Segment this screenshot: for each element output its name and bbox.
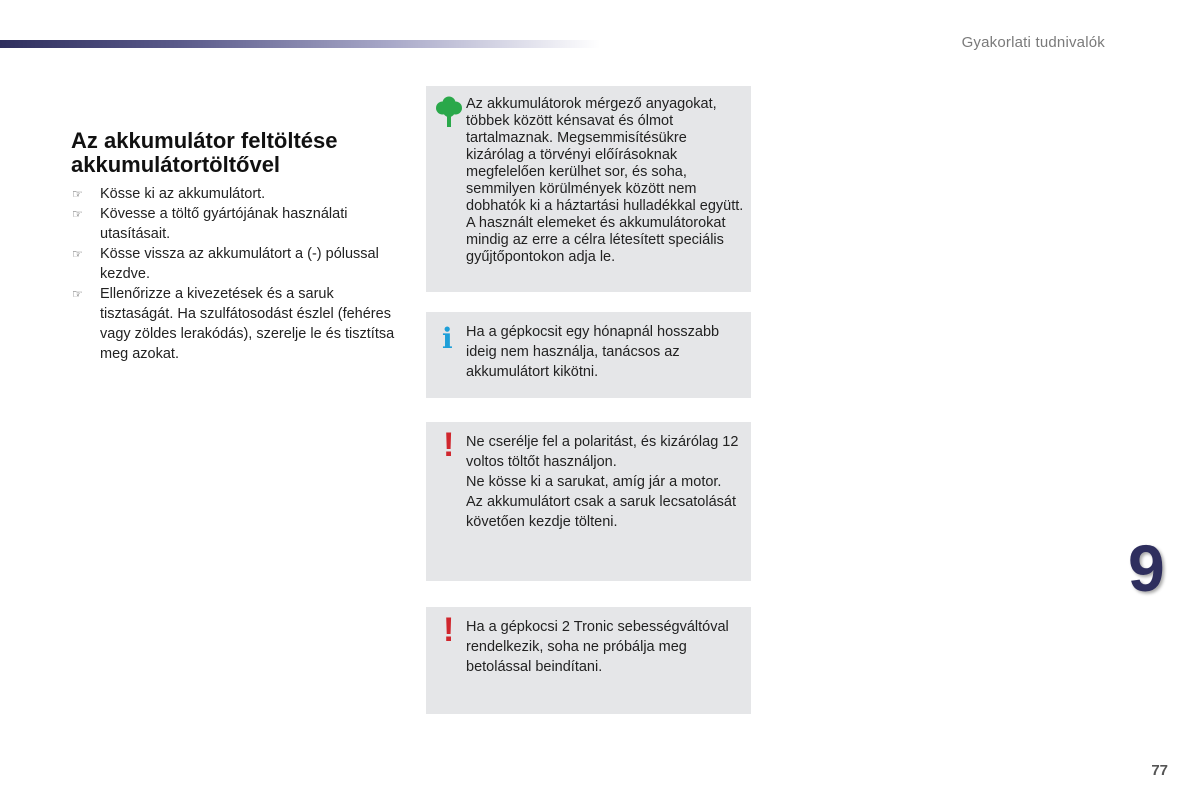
list-item — [72, 184, 402, 204]
list-item — [72, 244, 402, 284]
steps-list — [72, 184, 402, 364]
list-item — [72, 204, 402, 244]
step-text: Kösse vissza az akkumulátort a (-) pólussal kezdve. — [100, 246, 379, 282]
tree-icon — [436, 96, 462, 128]
warning-note-text: Ne cserélje fel a polaritást, és kizárólag 12 voltos töltőt használjon. — [466, 434, 739, 470]
pointing-hand-icon: ☞ — [72, 287, 83, 301]
warning-note — [426, 607, 751, 714]
chapter-number: 9 — [1128, 531, 1165, 605]
warning-note-text: Az akkumulátort csak a saruk lecsatolását követően kezdje tölteni. — [466, 494, 736, 530]
info-note-text: Ha a gépkocsit egy hónapnál hosszabb ideig nem használja, tanácsos az akkumulátort kikötni. — [466, 324, 720, 380]
info-icon: i — [442, 322, 453, 355]
page-number: 77 — [1151, 762, 1168, 779]
warning-icon: ! — [443, 426, 455, 464]
step-text: Kösse ki az akkumulátort. — [100, 186, 266, 202]
pointing-hand-icon: ☞ — [72, 187, 83, 201]
warning-note-text: Ne kösse ki a sarukat, amíg jár a motor. — [466, 474, 722, 490]
warning-note-text: Ha a gépkocsi 2 Tronic sebességváltóval rendelkezik, soha ne próbálja meg betolással beindítani. — [466, 619, 729, 675]
header-gradient-bar — [0, 40, 600, 48]
pointing-hand-icon: ☞ — [72, 207, 83, 221]
step-text: Kövesse a töltő gyártójának használati utasításait. — [100, 206, 348, 242]
warning-icon: ! — [443, 611, 455, 649]
warning-note — [426, 422, 751, 581]
environment-note-text: A használt elemeket és akkumulátorokat mindig az erre a célra létesített speciális gyűjtőpontokon adja le. — [466, 215, 726, 265]
step-text: Ellenőrizze a kivezetések és a saruk tisztaságát. Ha szulfátosodást észlel (fehéres vagy zöldes lerakódás), szerelje le és tisztítsa meg azokat. — [100, 286, 395, 362]
info-note — [426, 312, 751, 398]
list-item — [72, 284, 402, 364]
environment-note-text: Az akkumulátorok mérgező anyagokat, többek között kénsavat és ólmot tartalmaznak. Megsemmisítésükre kizárólag a törvényi előírásoknak megfelelően kerülhet sor, és soha, semmilyen körülmények között nem dobhatók ki a háztartási hulladékkal együtt. — [466, 96, 744, 214]
section-header: Gyakorlati tudnivalók — [961, 34, 1105, 51]
environment-note — [426, 86, 751, 292]
page-title: Az akkumulátor feltöltése akkumulátortöltővel — [71, 128, 338, 177]
pointing-hand-icon: ☞ — [72, 247, 83, 261]
